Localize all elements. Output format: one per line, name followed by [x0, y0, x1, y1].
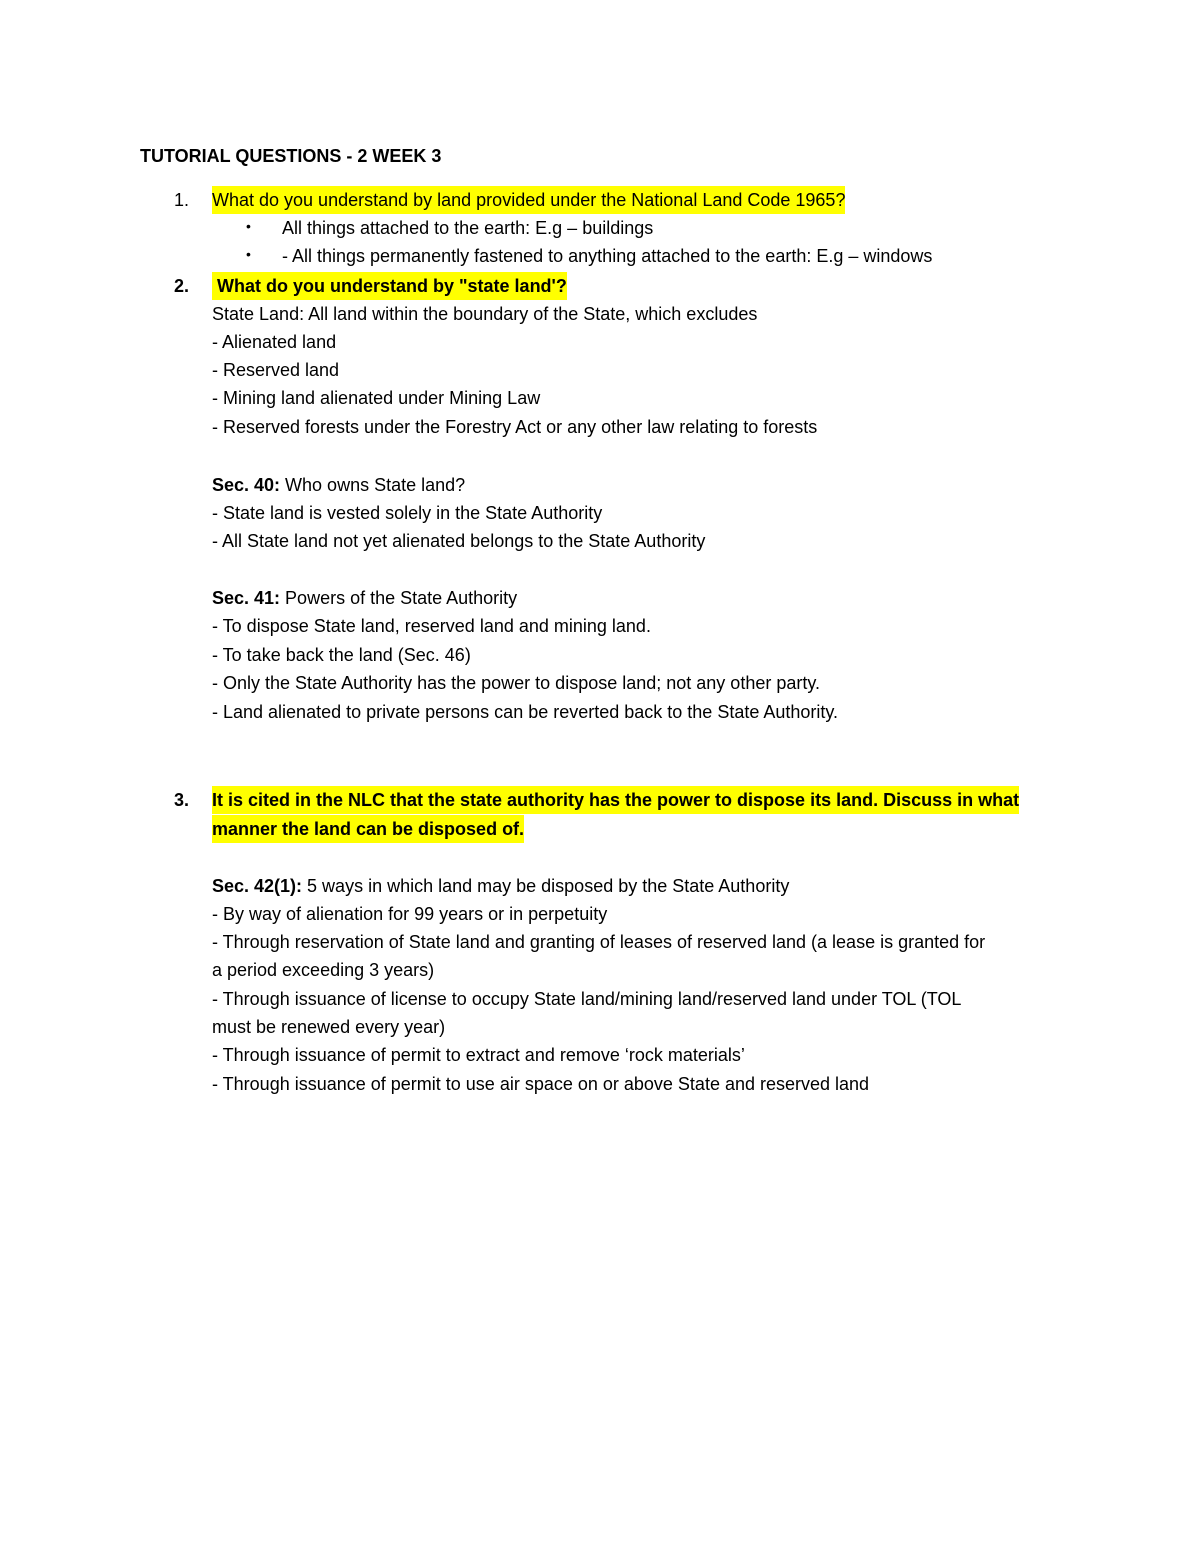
- excludes-item: - Reserved land: [212, 360, 340, 380]
- sec-41-line: - Land alienated to private persons can be reverted back to the State Authority.: [212, 702, 839, 722]
- sec-42-line: must be renewed every year): [212, 1017, 446, 1037]
- question-3-number: 3.: [174, 790, 190, 810]
- bullet-icon: •: [246, 218, 251, 234]
- state-land-definition: State Land: All land within the boundary of the State, which excludes: [212, 304, 758, 324]
- sec-40-heading: [212, 471, 465, 499]
- question-1-text: What do you understand by land provided under the National Land Code 1965?: [212, 186, 845, 214]
- q1-point-1: All things attached to the earth: E.g – buildings: [282, 218, 654, 238]
- question-3-text-line-2: manner the land can be disposed of.: [212, 815, 524, 843]
- sec-42-line: - Through reservation of State land and granting of leases of reserved land (a lease is granted for: [212, 932, 986, 952]
- sec-41-title: Powers of the State Authority: [280, 588, 518, 608]
- question-2-text: What do you understand by "state land'?: [212, 272, 567, 300]
- sec-42-line: - By way of alienation for 99 years or in perpetuity: [212, 904, 608, 924]
- sec-42-line: - Through issuance of license to occupy State land/mining land/reserved land under TOL (TOL: [212, 989, 962, 1009]
- sec-42-label: Sec. 42(1):: [212, 876, 303, 896]
- sec-42-title: 5 ways in which land may be disposed by the State Authority: [302, 876, 790, 896]
- sec-41-heading: [212, 584, 517, 612]
- sec-42-line: a period exceeding 3 years): [212, 960, 435, 980]
- sec-41-label: Sec. 41:: [212, 588, 281, 608]
- sec-40-line: - State land is vested solely in the State Authority: [212, 503, 603, 523]
- question-1-number: 1.: [174, 190, 190, 210]
- sec-40-title: Who owns State land?: [280, 475, 466, 495]
- sec-42-line: - Through issuance of permit to extract and remove ‘rock materials’: [212, 1045, 745, 1065]
- document-title: TUTORIAL QUESTIONS - 2 WEEK 3: [140, 146, 442, 166]
- question-2-number: 2.: [174, 276, 190, 296]
- sec-42-line: - Through issuance of permit to use air space on or above State and reserved land: [212, 1074, 870, 1094]
- sec-40-label: Sec. 40:: [212, 475, 281, 495]
- excludes-item: - Alienated land: [212, 332, 337, 352]
- excludes-item: - Reserved forests under the Forestry Act or any other law relating to forests: [212, 417, 818, 437]
- sec-41-line: - Only the State Authority has the power to dispose land; not any other party.: [212, 673, 821, 693]
- sec-41-line: - To dispose State land, reserved land and mining land.: [212, 616, 651, 636]
- sec-41-line: - To take back the land (Sec. 46): [212, 645, 471, 665]
- q1-point-2: - All things permanently fastened to anything attached to the earth: E.g – windows: [282, 246, 933, 266]
- bullet-icon: •: [246, 246, 251, 262]
- excludes-item: - Mining land alienated under Mining Law: [212, 388, 541, 408]
- question-3-text-line-1: It is cited in the NLC that the state authority has the power to dispose its land. Discuss in what: [212, 786, 1019, 814]
- sec-40-line: - All State land not yet alienated belongs to the State Authority: [212, 531, 706, 551]
- sec-42-heading: [212, 872, 789, 900]
